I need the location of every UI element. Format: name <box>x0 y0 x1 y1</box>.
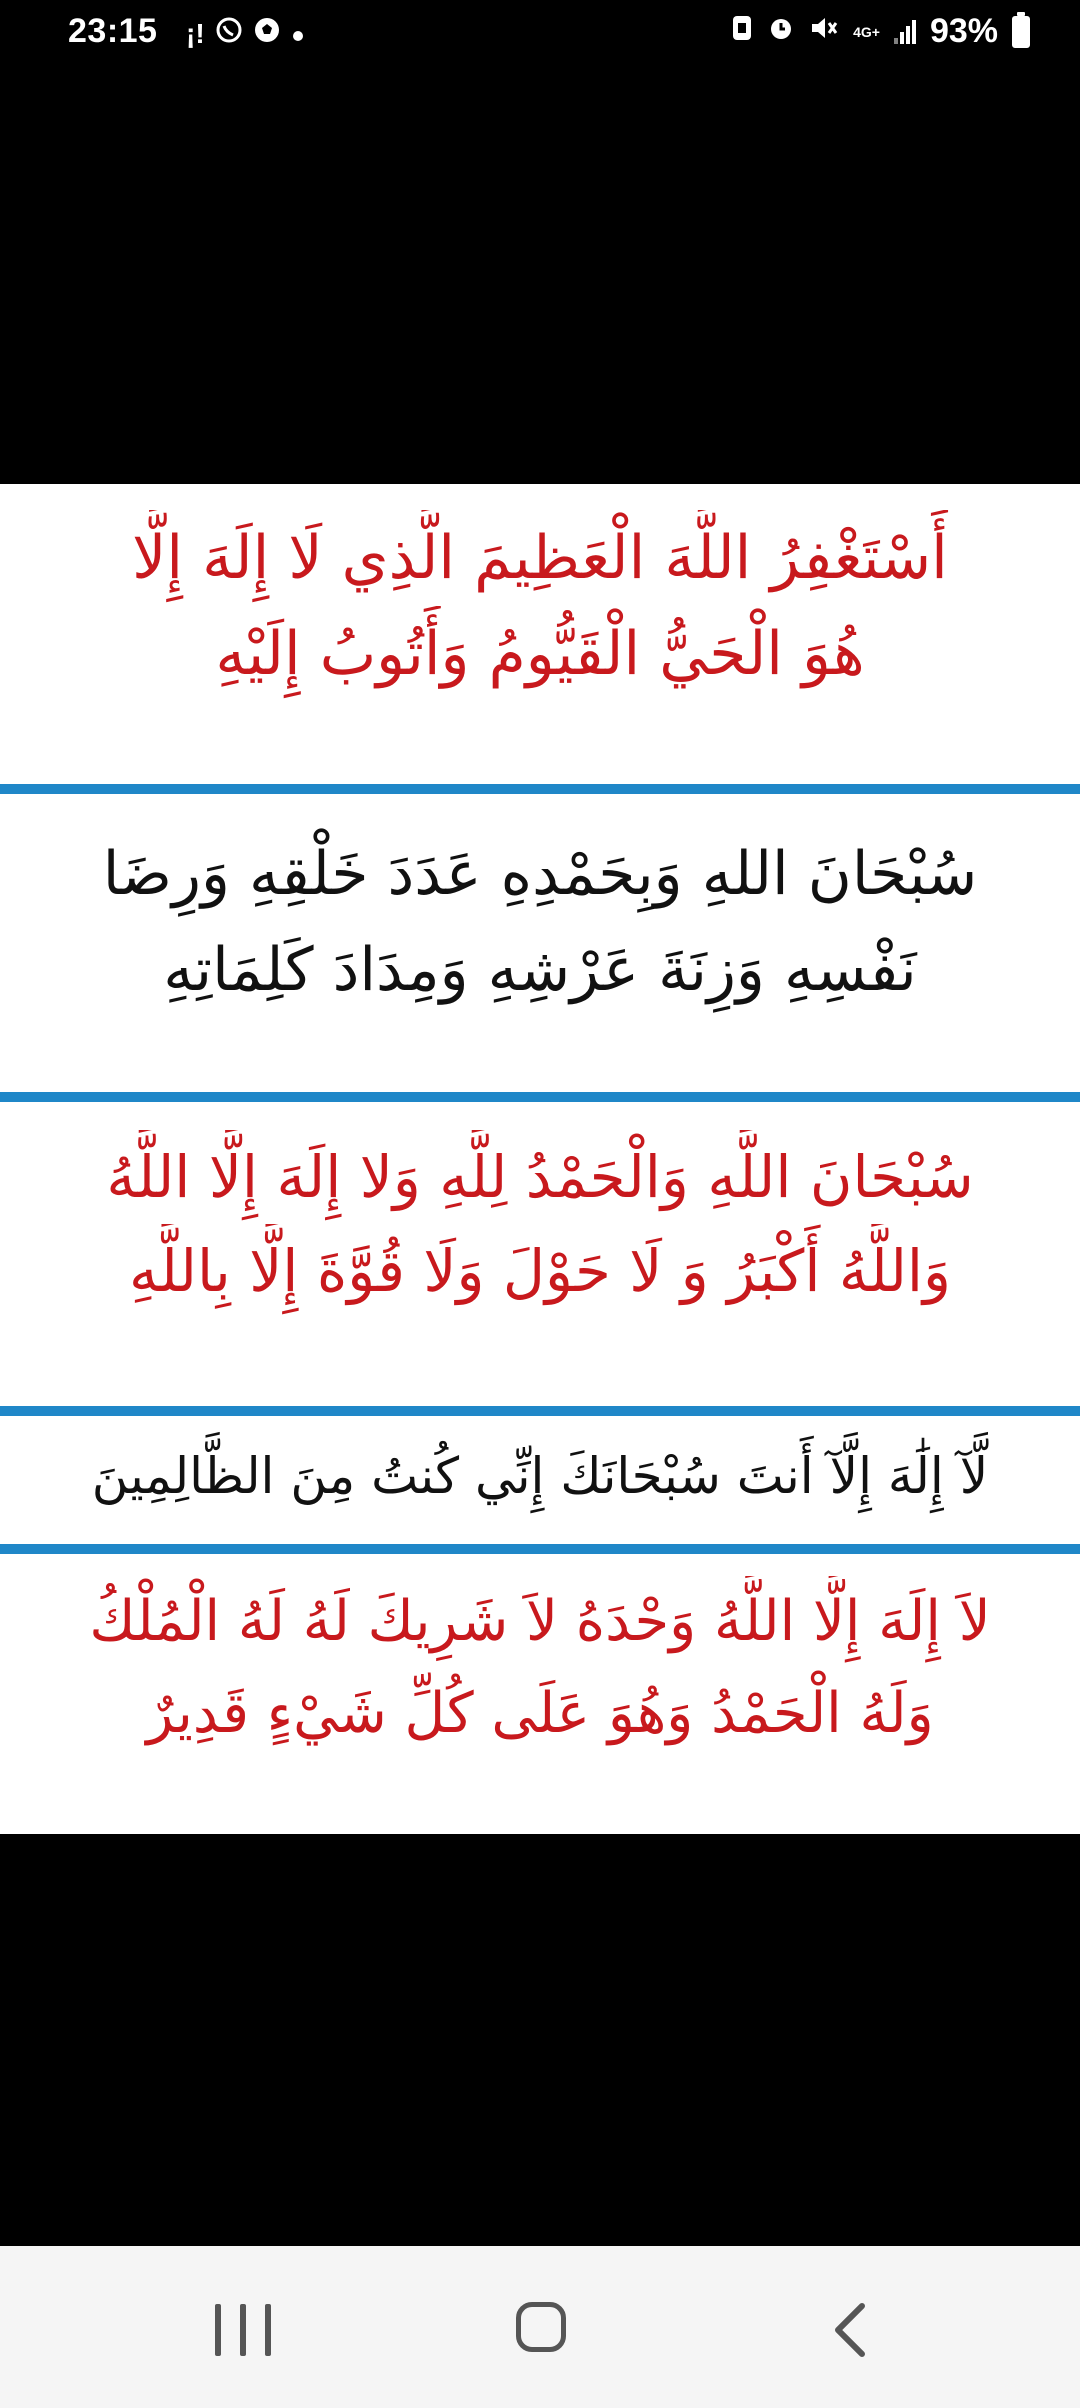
panel-line: سُبْحَانَ اللَّهِ وَالْحَمْدُ لِلَّهِ وَلا إِلَهَ إِلَّا اللَّهُ <box>106 1143 974 1211</box>
football-icon <box>253 16 281 51</box>
signal-icon <box>894 20 916 44</box>
divider <box>0 1544 1080 1554</box>
panel-istighfar <box>0 484 1080 784</box>
panel-baqiyat <box>0 1102 1080 1386</box>
panel-line: سُبْحَانَ اللهِ وَبِحَمْدِهِ عَدَدَ خَلْقِهِ وَرِضَا <box>102 839 978 909</box>
panel-line: لَّآ إِلَٰهَ إِلَّآ أَنتَ سُبْحَانَكَ إِنِّي كُنتُ مِنَ الظَّالِمِينَ <box>91 1447 989 1505</box>
recents-icon <box>215 2304 221 2356</box>
recents-button[interactable] <box>215 2304 271 2356</box>
panel-line: وَاللَّهُ أَكْبَرُ وَ لَا حَوْلَ وَلَا قُوَّةَ إِلَّا بِاللَّهِ <box>129 1237 951 1305</box>
panel-line: أَسْتَغْفِرُ اللَّهَ الْعَظِيمَ الَّذِي لَا إِلَهَ إِلَّا <box>132 523 948 593</box>
supplication-image <box>0 484 1080 1834</box>
battery-icon <box>1012 16 1030 48</box>
divider <box>0 784 1080 794</box>
panel-line: نَفْسِهِ وَزِنَةَ عَرْشِهِ وَمِدَادَ كَلِمَاتِهِ <box>163 935 917 1005</box>
divider <box>0 1092 1080 1102</box>
panel-line: هُوَ الْحَيُّ الْقَيُّومُ وَأَتُوبُ إِلَيْهِ <box>215 619 865 689</box>
mute-icon <box>809 14 839 49</box>
system-icons <box>731 12 1030 51</box>
divider <box>0 1406 1080 1416</box>
navigation-bar <box>0 2246 1080 2408</box>
whatsapp-icon <box>215 16 243 51</box>
notification-icons <box>186 16 305 51</box>
battery-percent: 93% <box>929 12 998 50</box>
alarm-icon <box>767 14 795 49</box>
dot-icon <box>291 18 305 50</box>
back-icon <box>822 2300 882 2360</box>
panel-tahlil <box>0 1554 1080 1834</box>
panel-line: لاَ إِلَهَ إِلَّا اللَّهُ وَحْدَهُ لاَ شَرِيكَ لَهُ لَهُ الْمُلْكُ <box>89 1589 991 1654</box>
status-time: 23:15 <box>68 12 158 50</box>
back-button[interactable] <box>822 2300 882 2360</box>
nfc-icon <box>731 14 753 49</box>
home-button[interactable] <box>516 2302 566 2352</box>
panel-line: وَلَهُ الْحَمْدُ وَهُوَ عَلَى كُلِّ شَيْءٍ قَدِيرٌ <box>146 1681 934 1746</box>
status-bar <box>0 0 1080 72</box>
panel-yunus <box>0 1416 1080 1544</box>
panel-subhanallah-wabihamdihi <box>0 794 1080 1092</box>
network-4g-icon: 4G+ <box>853 23 880 40</box>
notification-icon: ¡! <box>186 17 205 49</box>
